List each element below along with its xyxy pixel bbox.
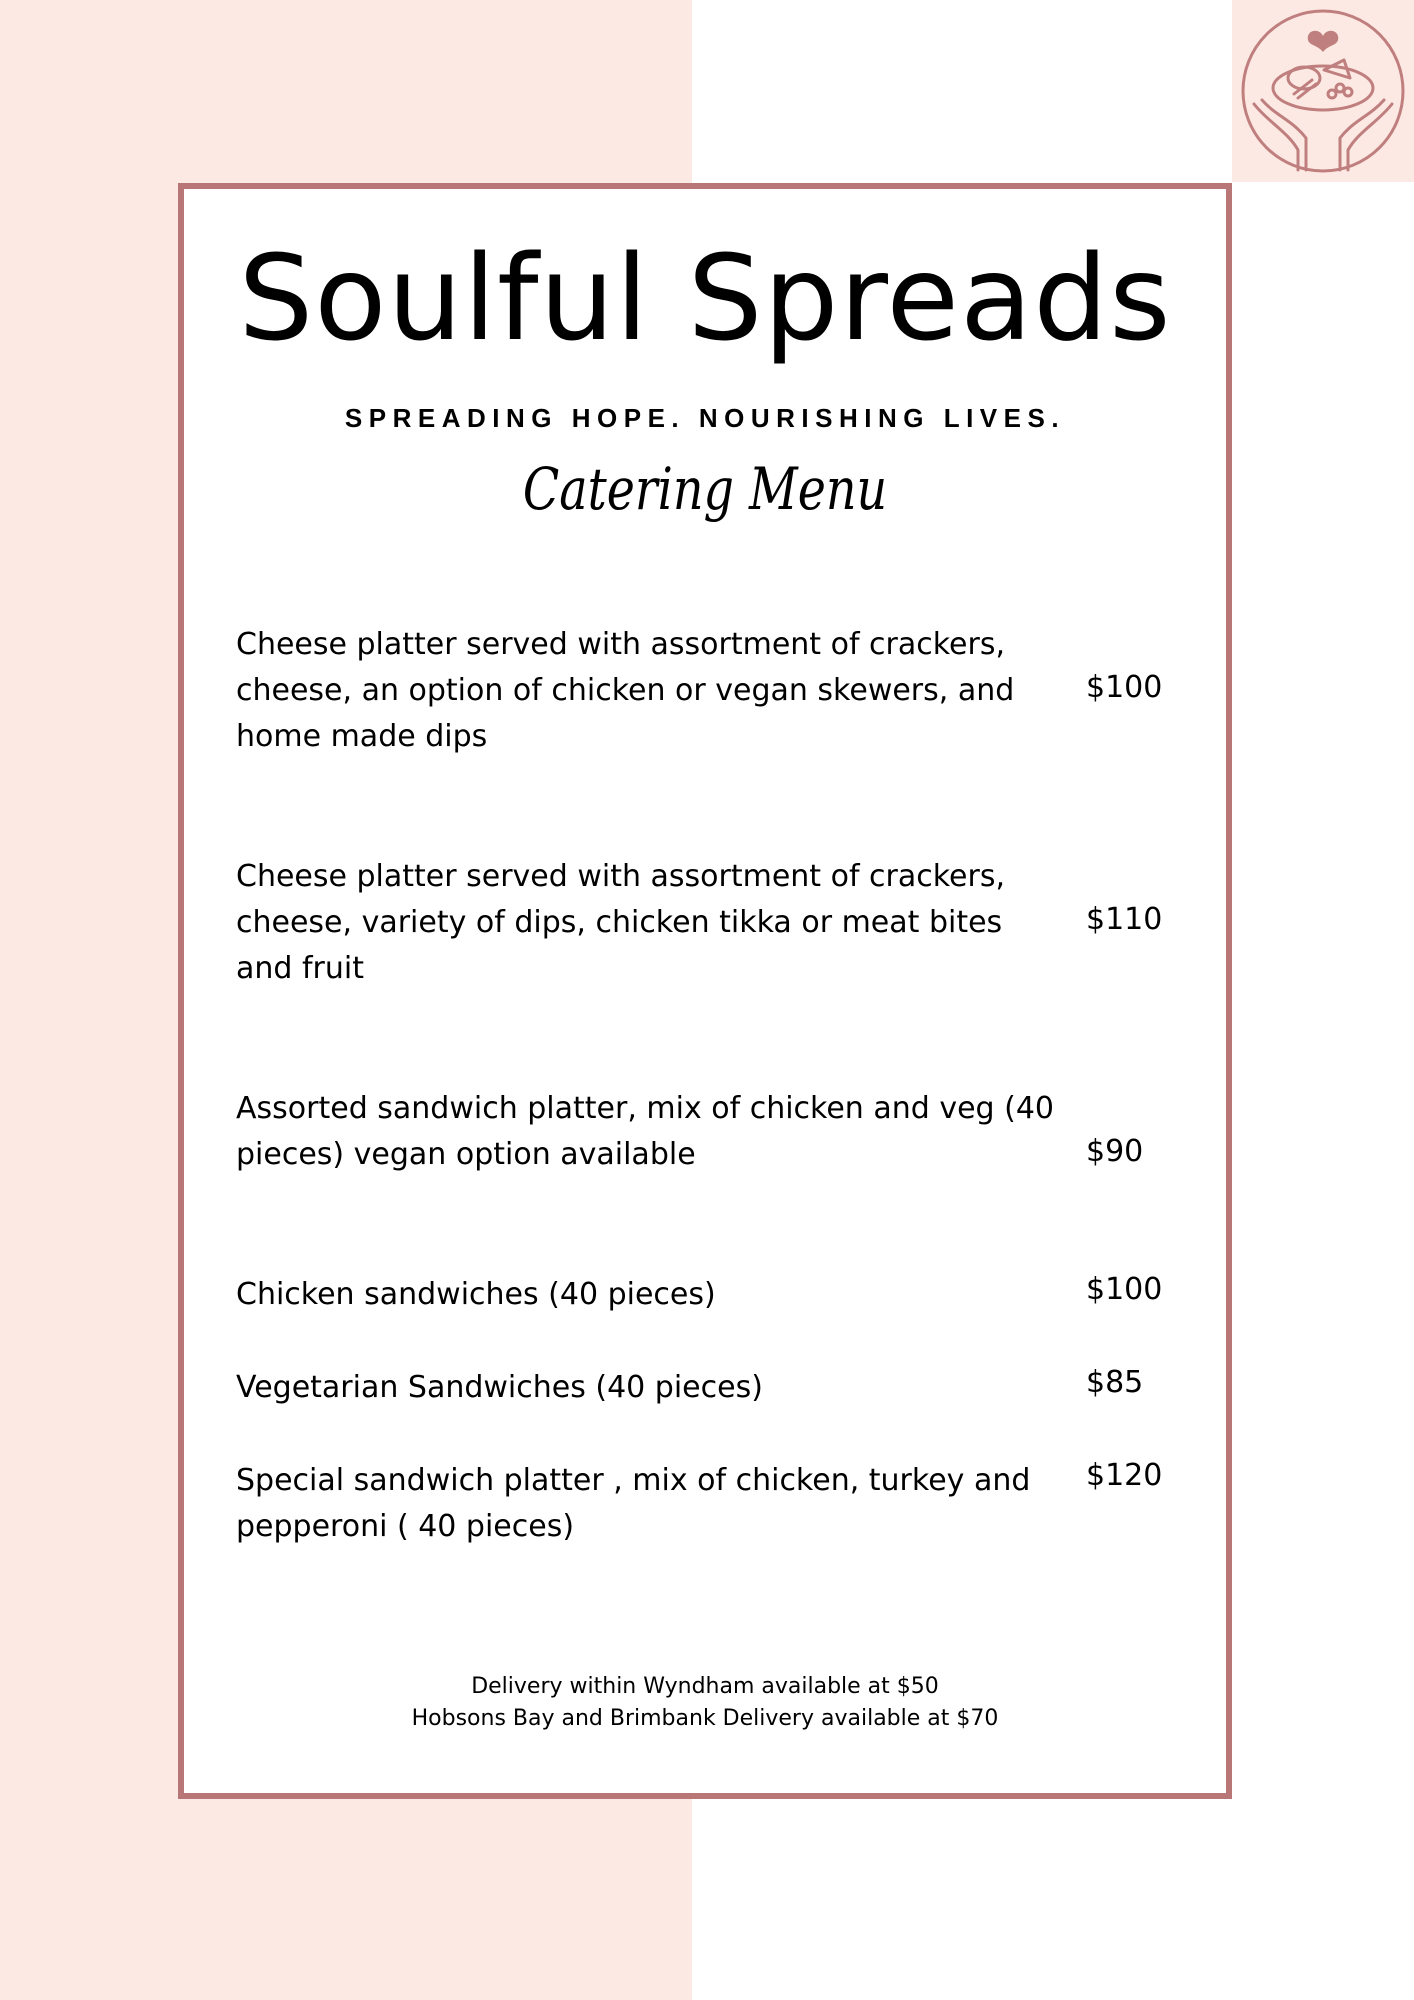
menu-item-price: $90 [1086, 1134, 1144, 1169]
menu-item-price: $110 [1086, 902, 1163, 937]
menu-item-description: Chicken sandwiches (40 pieces) [236, 1277, 716, 1312]
hands-holding-platter-with-heart-icon [1232, 0, 1414, 182]
menu-item-price: $100 [1086, 670, 1163, 705]
delivery-line-wyndham: Delivery within Wyndham available at $50 [471, 1674, 939, 1699]
brand-title: Soulful Spreads [238, 229, 1172, 367]
menu-item-description: Cheese platter served with assortment of crackers, cheese, variety of dips, chicken tikka or meat bites and fruit [236, 859, 1006, 986]
delivery-info [184, 1671, 1226, 1735]
menu-item-price: $85 [1086, 1365, 1144, 1400]
menu-item-description: Cheese platter served with assortment of crackers, cheese, an option of chicken or vegan skewers, and home made dips [236, 627, 1015, 754]
menu-item-price: $120 [1086, 1458, 1163, 1493]
delivery-line-hobsons-brimbank: Hobsons Bay and Brimbank Delivery available at $70 [411, 1706, 999, 1731]
menu-item-description: Assorted sandwich platter, mix of chicken and veg (40 pieces) vegan option available [236, 1091, 1054, 1172]
menu-item-description: Vegetarian Sandwiches (40 pieces) [236, 1370, 763, 1405]
menu-item-price: $100 [1086, 1272, 1163, 1307]
menu-item-description: Special sandwich platter , mix of chicken, turkey and pepperoni ( 40 pieces) [236, 1463, 1031, 1544]
menu-card [178, 183, 1232, 1799]
tagline: SPREADING HOPE. NOURISHING LIVES. [344, 403, 1066, 433]
menu-subtitle: Catering Menu [522, 455, 888, 523]
logo [1232, 0, 1414, 182]
